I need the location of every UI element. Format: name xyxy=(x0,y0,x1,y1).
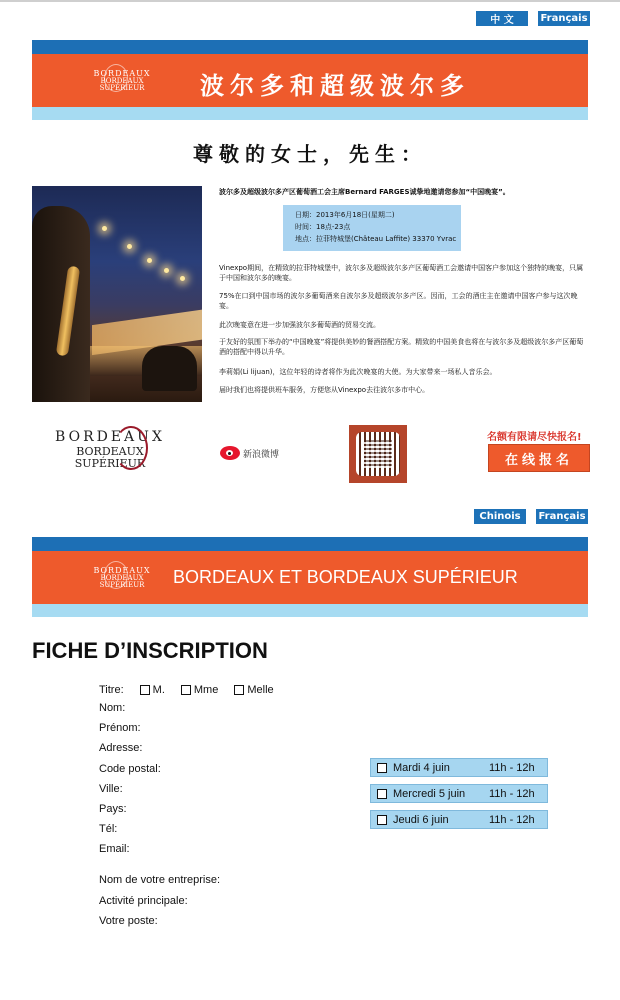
qr-code xyxy=(349,425,407,483)
event-info-box xyxy=(283,205,461,251)
checkbox-slot-jeudi[interactable] xyxy=(377,815,387,825)
banner-french xyxy=(32,537,588,617)
registration-form-title: FICHE D’INSCRIPTION xyxy=(32,638,268,663)
slot-jeudi-time: 11h - 12h xyxy=(489,813,535,826)
banner-title: 波尔多和超级波尔多 xyxy=(200,72,470,100)
invite-paragraph-2: 75%在口到中国市场的波尔多葡萄酒来自波尔多及超级波尔多产区。因而，工会的酒庄主在邀请中国客户参与这次晚宴。 xyxy=(219,292,578,310)
title-label: Titre: xyxy=(99,684,124,696)
event-place: 地点：拉菲特城堡(Château Laffite) 33370 Yvrac xyxy=(295,235,457,243)
banner-fr-logo-line1: BORDEAUX xyxy=(93,566,151,575)
title-option-m-label: M. xyxy=(152,684,165,696)
weibo-icon xyxy=(220,446,240,460)
pays-field[interactable]: Pays: xyxy=(99,803,127,815)
activite-field[interactable]: Activité principale: xyxy=(99,895,188,907)
online-register-button[interactable]: 在线报名 xyxy=(488,444,590,472)
ville-field[interactable]: Ville: xyxy=(99,783,123,795)
banner-logo-line1: BORDEAUX xyxy=(93,69,151,78)
lang-chinois-button[interactable]: Chinois xyxy=(474,509,526,524)
event-date: 日期：2013年6月18日(星期二) xyxy=(295,211,395,219)
banner-logo xyxy=(82,70,162,92)
entreprise-field[interactable]: Nom de votre entreprise: xyxy=(99,874,221,886)
code-postal-field[interactable]: Code postal: xyxy=(99,763,161,775)
saxophonist-photo xyxy=(32,186,202,402)
checkbox-melle[interactable] xyxy=(234,685,244,695)
invite-paragraph-4: 于友好的氛围下举办的“中国晚宴”将提供美妙的餐酒搭配方案。精致的中国美食也将在与波尔多及超级波尔多产区葡萄酒的搭配中得以升华。 xyxy=(219,338,584,356)
email-field[interactable]: Email: xyxy=(99,843,130,855)
slot-mardi[interactable] xyxy=(370,758,548,777)
slot-mercredi-time: 11h - 12h xyxy=(489,787,535,800)
event-time: 时间：18点-23点 xyxy=(295,223,351,231)
lang-chinese-button[interactable]: 中 文 xyxy=(476,11,528,26)
nom-field[interactable]: Nom: xyxy=(99,702,126,714)
checkbox-m[interactable] xyxy=(140,685,150,695)
slot-mardi-day: Mardi 4 juin xyxy=(393,761,450,774)
bordeaux-logo xyxy=(40,428,180,474)
banner-fr-logo xyxy=(82,567,162,589)
checkbox-slot-mercredi[interactable] xyxy=(377,789,387,799)
invite-paragraph-3: 此次晚宴意在进一步加强波尔多葡萄酒的贸易交流。 xyxy=(219,321,380,329)
top-divider xyxy=(0,0,620,2)
banner-logo-line2: BORDEAUX SUPÉRIEUR xyxy=(99,77,145,92)
slot-mardi-time: 11h - 12h xyxy=(489,761,535,774)
invite-paragraph-5: 李莉娟(Li lijuan)，这位年轻的诗者将作为此次晚宴的大使。为大家带来一场私人音乐会。 xyxy=(219,368,497,376)
limited-places-alert: 名额有限请尽快报名! xyxy=(487,432,582,443)
tel-field[interactable]: Tél: xyxy=(99,823,118,835)
banner-chinese xyxy=(32,40,588,120)
poste-field[interactable]: Votre poste: xyxy=(99,915,158,927)
invite-paragraph-6: 届时我们也将提供班车服务，方便您从Vinexpo去往波尔多市中心。 xyxy=(219,386,430,394)
lang-francais-button[interactable]: Français xyxy=(536,509,588,524)
title-option-melle-label: Melle xyxy=(247,684,274,696)
title-option-mme[interactable] xyxy=(181,684,218,696)
bordeaux-logo-line1: BORDEAUX xyxy=(55,429,165,445)
slot-mercredi[interactable] xyxy=(370,784,548,803)
banner-fr-logo-line2: BORDEAUX SUPÉRIEUR xyxy=(99,574,145,589)
title-option-mme-label: Mme xyxy=(193,684,219,696)
weibo-label: 新浪微博 xyxy=(243,449,280,460)
title-option-melle[interactable] xyxy=(234,684,273,696)
weibo-link[interactable] xyxy=(220,446,279,460)
lang-french-button[interactable]: Français xyxy=(538,11,590,26)
invite-paragraph-1: Vinexpo期间，在精致的拉菲特城堡中，波尔多及超级波尔多产区葡萄酒工会邀请中国客户参加这个独特的晚宴，只属于中国和波尔多的晚宴。 xyxy=(219,264,584,282)
prenom-field[interactable]: Prénom: xyxy=(99,722,141,734)
slot-jeudi[interactable] xyxy=(370,810,548,829)
title-selector xyxy=(99,684,290,696)
banner-fr-title: BORDEAUX ET BORDEAUX SUPÉRIEUR xyxy=(173,567,518,587)
title-option-m[interactable] xyxy=(140,684,165,696)
checkbox-mme[interactable] xyxy=(181,685,191,695)
greeting-heading: 尊敬的女士，先生： xyxy=(193,142,427,166)
invite-intro: 波尔多及超级波尔多产区葡萄酒工会主席Bernard FARGES诚挚地邀请您参加“中国晚宴”。 xyxy=(219,188,510,196)
bordeaux-logo-line2: BORDEAUX SUPÉRIEUR xyxy=(74,445,146,470)
checkbox-slot-mardi[interactable] xyxy=(377,763,387,773)
adresse-field[interactable]: Adresse: xyxy=(99,742,143,754)
slot-mercredi-day: Mercredi 5 juin xyxy=(393,787,466,800)
slot-jeudi-day: Jeudi 6 juin xyxy=(393,813,449,826)
